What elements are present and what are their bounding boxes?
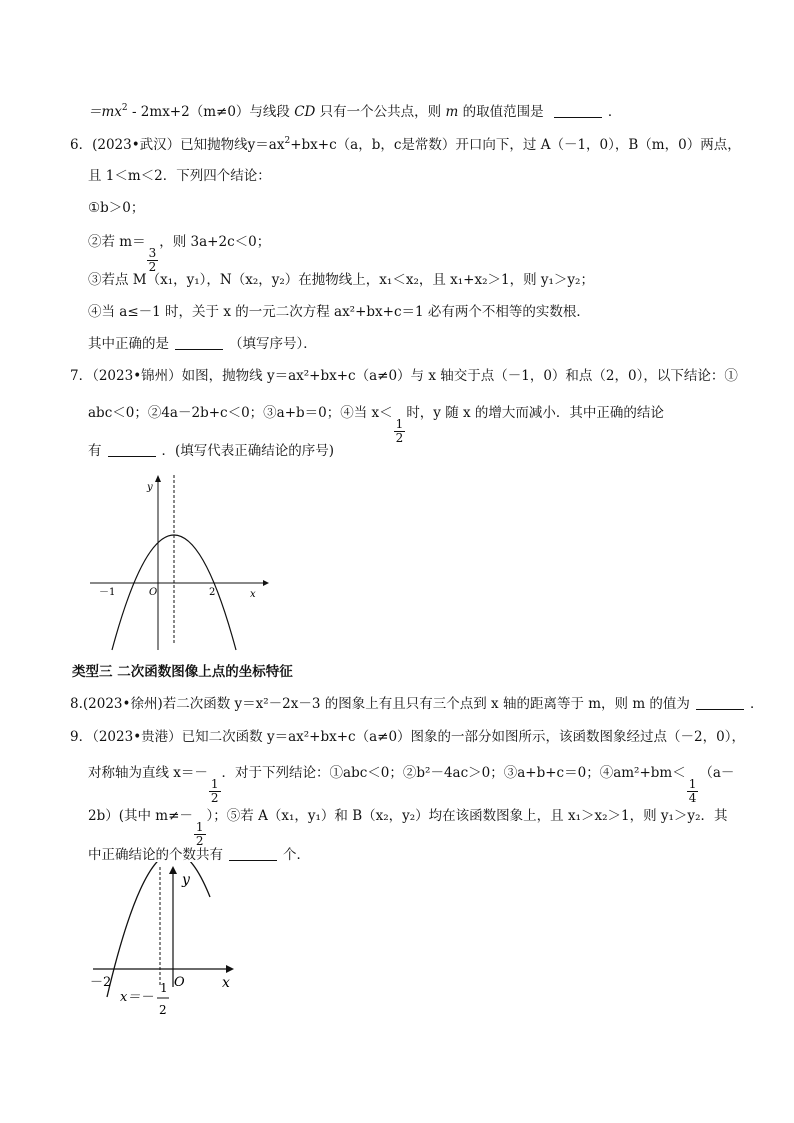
q6-text: A（－1，0），B（m，0）两点， xyxy=(540,137,741,153)
axis-frac-den: 2 xyxy=(159,1003,167,1017)
answer-blank[interactable] xyxy=(554,103,602,118)
q7-parabola-graph xyxy=(85,470,275,655)
q7-line3 xyxy=(88,441,334,461)
q5-text: - 2mx+2（m≠0）与线段 xyxy=(127,104,290,120)
q6-line2: 且 1＜m＜2．下列四个结论： xyxy=(88,168,271,184)
left-root-label: －1 xyxy=(99,587,116,598)
q6-ask xyxy=(88,334,317,354)
x-axis-arrow xyxy=(226,965,234,973)
q6-text: +bx+c（a，b，c是常数）开口向下，过 xyxy=(290,137,537,153)
fraction: $\frac{3}{2}$ xyxy=(148,246,157,274)
q9-line2 xyxy=(88,763,734,805)
fraction: $\frac{1}{4}$ xyxy=(688,777,697,805)
q9-text: 对称轴为直线 x＝－ xyxy=(88,765,208,781)
q8-text: 8.(2023•徐州)若二次函数 y＝x²－2x－3 的图象上有且只有三个点到 x 轴的距离等于 m，则 m 的值为 xyxy=(70,696,690,712)
x-axis-arrow xyxy=(263,580,269,586)
q8-line xyxy=(70,694,763,714)
q7-text: 时，y 随 x 的增大而减小．其中正确的结论 xyxy=(406,405,664,421)
q9-text: ．对于下列结论：①abc＜0；②b²－4ac＞0；③a+b+c＝0；④am²+bm＜ xyxy=(221,765,686,781)
y-label: y xyxy=(182,872,190,888)
answer-blank[interactable] xyxy=(229,846,277,861)
answer-blank[interactable] xyxy=(175,335,223,350)
q7-text: ．(填写代表正确结论的序号) xyxy=(161,443,335,459)
q5-var: m xyxy=(445,104,459,120)
q9-text: （a－ xyxy=(699,765,735,781)
q9-parabola-graph xyxy=(88,862,248,1022)
q6-choice-4: ④当 a≤－1 时，关于 x 的一元二次方程 ax²+bx+c＝1 必有两个不相等的实数根． xyxy=(88,304,590,320)
section-heading: 类型三 二次函数图像上点的坐标特征 xyxy=(72,664,293,680)
q5-tail-line: $=mx^2 - 2mx+2(m\ne 0)$与线段 CD 只有一个公共点，则 m 的取值范围是 ． xyxy=(88,103,622,120)
q6-text: （填写序号）． xyxy=(229,336,317,352)
origin-label: O xyxy=(149,587,158,598)
x-label: x xyxy=(250,589,256,600)
q9-text: 个． xyxy=(283,847,310,863)
fraction: $\frac{1}{2}$ xyxy=(395,417,404,445)
q9-line3 xyxy=(88,806,727,848)
right-root-label: 2 xyxy=(209,587,216,598)
q8-text: ． xyxy=(749,696,764,712)
q7-line1: 7．（2023•锦州）如图，抛物线 y＝ax²+bx+c（a≠0）与 x 轴交于点（－1，0）和点（2，0），以下结论：① xyxy=(70,368,738,384)
q6-text: 6．(2023•武汉）已知抛物线y＝ax xyxy=(70,137,285,153)
axis-label: x＝－ xyxy=(120,990,154,1005)
q7-text: abc＜0；②4a－2b+c＜0；③a+b＝0；④当 x＜ xyxy=(88,405,393,421)
q6-choice-3: ③若点 M（x₁，y₁），N（x₂，y₂）在抛物线上，x₁＜x₂，且 x₁+x₂＞1，则 y₁＞y₂； xyxy=(88,272,594,288)
axis-frac-num: 1 xyxy=(160,981,168,995)
q5-text: 的取值范围是 xyxy=(462,104,544,120)
fraction: $\frac{1}{2}$ xyxy=(195,820,204,848)
q9-line1: 9．（2023•贵港）已知二次函数 y＝ax²+bx+c（a≠0）图象的一部分如图所示，该函数图象经过点（－2，0）， xyxy=(70,729,745,745)
q6-line1: 6．(2023•武汉）已知抛物线$y=ax^2+bx+c(a$，b，c是常数）开口向下，过 A（－1，0），B（m，0）两点， xyxy=(70,136,741,153)
q6-text: 其中正确的是 xyxy=(88,336,169,352)
parabola-curve xyxy=(107,862,210,997)
q9-text: ）；⑤若 A（x₁，y₁）和 B（x₂，y₂）均在该函数图象上，且 x₁＞x₂＞1，则 y₁＞y₂．其 xyxy=(206,808,728,824)
q6-text: ，则 3a+2c＜0； xyxy=(159,234,271,250)
q6-choice-2 xyxy=(88,232,270,274)
q5-end: ． xyxy=(607,104,622,120)
q5-text: 只有一个公共点，则 xyxy=(319,104,442,120)
q9-text: 中正确结论的个数共有 xyxy=(88,847,223,863)
root-label: －2 xyxy=(90,975,112,990)
y-label: y xyxy=(147,482,153,493)
x-label: x xyxy=(222,975,230,991)
y-axis-arrow xyxy=(155,475,161,482)
q6-choice-1: ①b＞0； xyxy=(88,200,145,216)
fraction: $\frac{1}{2}$ xyxy=(210,777,219,805)
q7-line2 xyxy=(88,403,664,445)
answer-blank[interactable] xyxy=(108,442,156,457)
q5-seg: CD xyxy=(294,104,316,120)
q6-text: ②若 m＝ xyxy=(88,234,146,250)
q9-text: 2b）(其中 m≠－ xyxy=(88,808,193,824)
q7-text: 有 xyxy=(88,443,102,459)
answer-blank[interactable] xyxy=(696,695,744,710)
q5-text: ＝mx xyxy=(88,104,122,120)
y-axis-arrow xyxy=(169,866,177,874)
origin-label: O xyxy=(174,975,185,990)
